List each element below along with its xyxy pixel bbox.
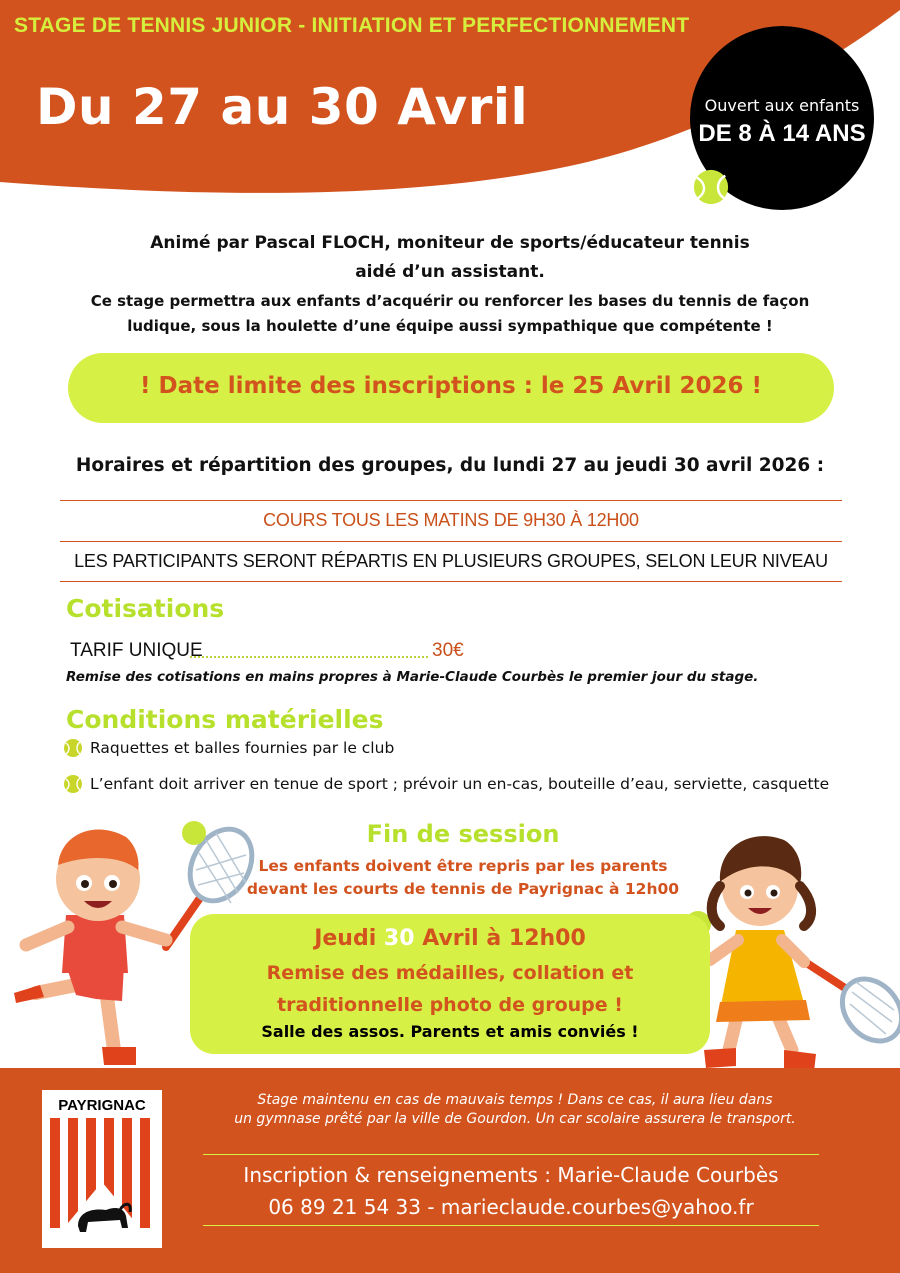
registration-phone-email: 06 89 21 54 33 - marieclaude.courbes@yahoo.fr (268, 1195, 754, 1219)
footer-divider (203, 1154, 819, 1155)
medals-line-1: Remise des médailles, collation et (266, 962, 634, 984)
venue-line: Salle des assos. Parents et amis conviés ! (261, 1022, 639, 1041)
closing-ceremony-box (190, 914, 710, 1054)
schedule-row-groups: LES PARTICIPANTS SERONT RÉPARTIS EN PLUSIEURS GROUPES, SELON LEUR NIVEAU (74, 551, 828, 571)
conditions-title: Conditions matérielles (66, 705, 384, 734)
cotisations-title: Cotisations (66, 594, 225, 623)
age-badge-line1: Ouvert aux enfants (704, 96, 860, 115)
closing-date-part: Jeudi (314, 926, 384, 951)
fin-session-line-1: Les enfants doivent être repris par les parents (258, 857, 668, 875)
schedule-title: Horaires et répartition des groupes, du lundi 27 au jeudi 30 avril 2026 : (75, 455, 825, 476)
tennis-ball-bullet-icon (63, 738, 83, 758)
divider (60, 500, 842, 501)
closing-date-part: Avril à 12h00 (414, 926, 586, 951)
weather-note-line-1: Stage maintenu en cas de mauvais temps ! Dans ce cas, il aura lieu dans (257, 1092, 773, 1108)
logo-text: PAYRIGNAC (58, 1097, 146, 1114)
intro-line-4: ludique, sous la houlette d’une équipe aussi sympathique que compétente ! (127, 317, 773, 335)
tennis-ball-bullet-icon (63, 774, 83, 794)
condition-item: Raquettes et balles fournies par le club (90, 739, 395, 757)
divider (60, 581, 842, 582)
intro-line-2: aidé d’un assistant. (355, 262, 545, 282)
divider (60, 541, 842, 542)
registration-contact: Inscription & renseignements : Marie-Claude Courbès (243, 1163, 779, 1187)
main-date-title: Du 27 au 30 Avril (36, 78, 529, 136)
intro-line-3: Ce stage permettra aux enfants d’acquérir ou renforcer les bases du tennis de façon (90, 292, 810, 310)
age-badge-line2: DE 8 À 14 ANS (698, 120, 866, 147)
fin-session-title: Fin de session (366, 820, 560, 848)
footer (0, 1068, 900, 1273)
cotisations-remise-note: Remise des cotisations en mains propres à Marie-Claude Courbès le premier jour du stage. (66, 669, 759, 685)
weather-note-line-2: un gymnase prêté par la ville de Gourdon. Un car scolaire assurera le transport. (234, 1111, 796, 1127)
closing-date (190, 926, 710, 951)
deadline-banner: ! Date limite des inscriptions : le 25 Avril 2026 ! (68, 353, 834, 423)
fin-session-line-2: devant les courts de tennis de Payrignac à 12h00 (246, 880, 680, 898)
top-strap-title: STAGE DE TENNIS JUNIOR - INITIATION ET PERFECTIONNEMENT (14, 14, 690, 37)
footer-divider (203, 1225, 819, 1226)
tarif-label: TARIF UNIQUE (70, 640, 203, 661)
medals-line-2: traditionnelle photo de groupe ! (277, 994, 623, 1016)
closing-date-day: 30 (383, 926, 415, 951)
tarif-price: 30€ (432, 640, 464, 661)
tarif-dotted-leader (190, 656, 428, 658)
schedule-row-courses: COURS TOUS LES MATINS DE 9H30 À 12H00 (263, 510, 639, 530)
tennis-ball-icon (692, 168, 730, 206)
condition-item: L’enfant doit arriver en tenue de sport ; prévoir un en-cas, bouteille d’eau, serviette, casquette (90, 775, 830, 793)
intro-line-1: Animé par Pascal FLOCH, moniteur de sports/éducateur tennis (150, 233, 750, 253)
payrignac-logo (42, 1090, 162, 1248)
